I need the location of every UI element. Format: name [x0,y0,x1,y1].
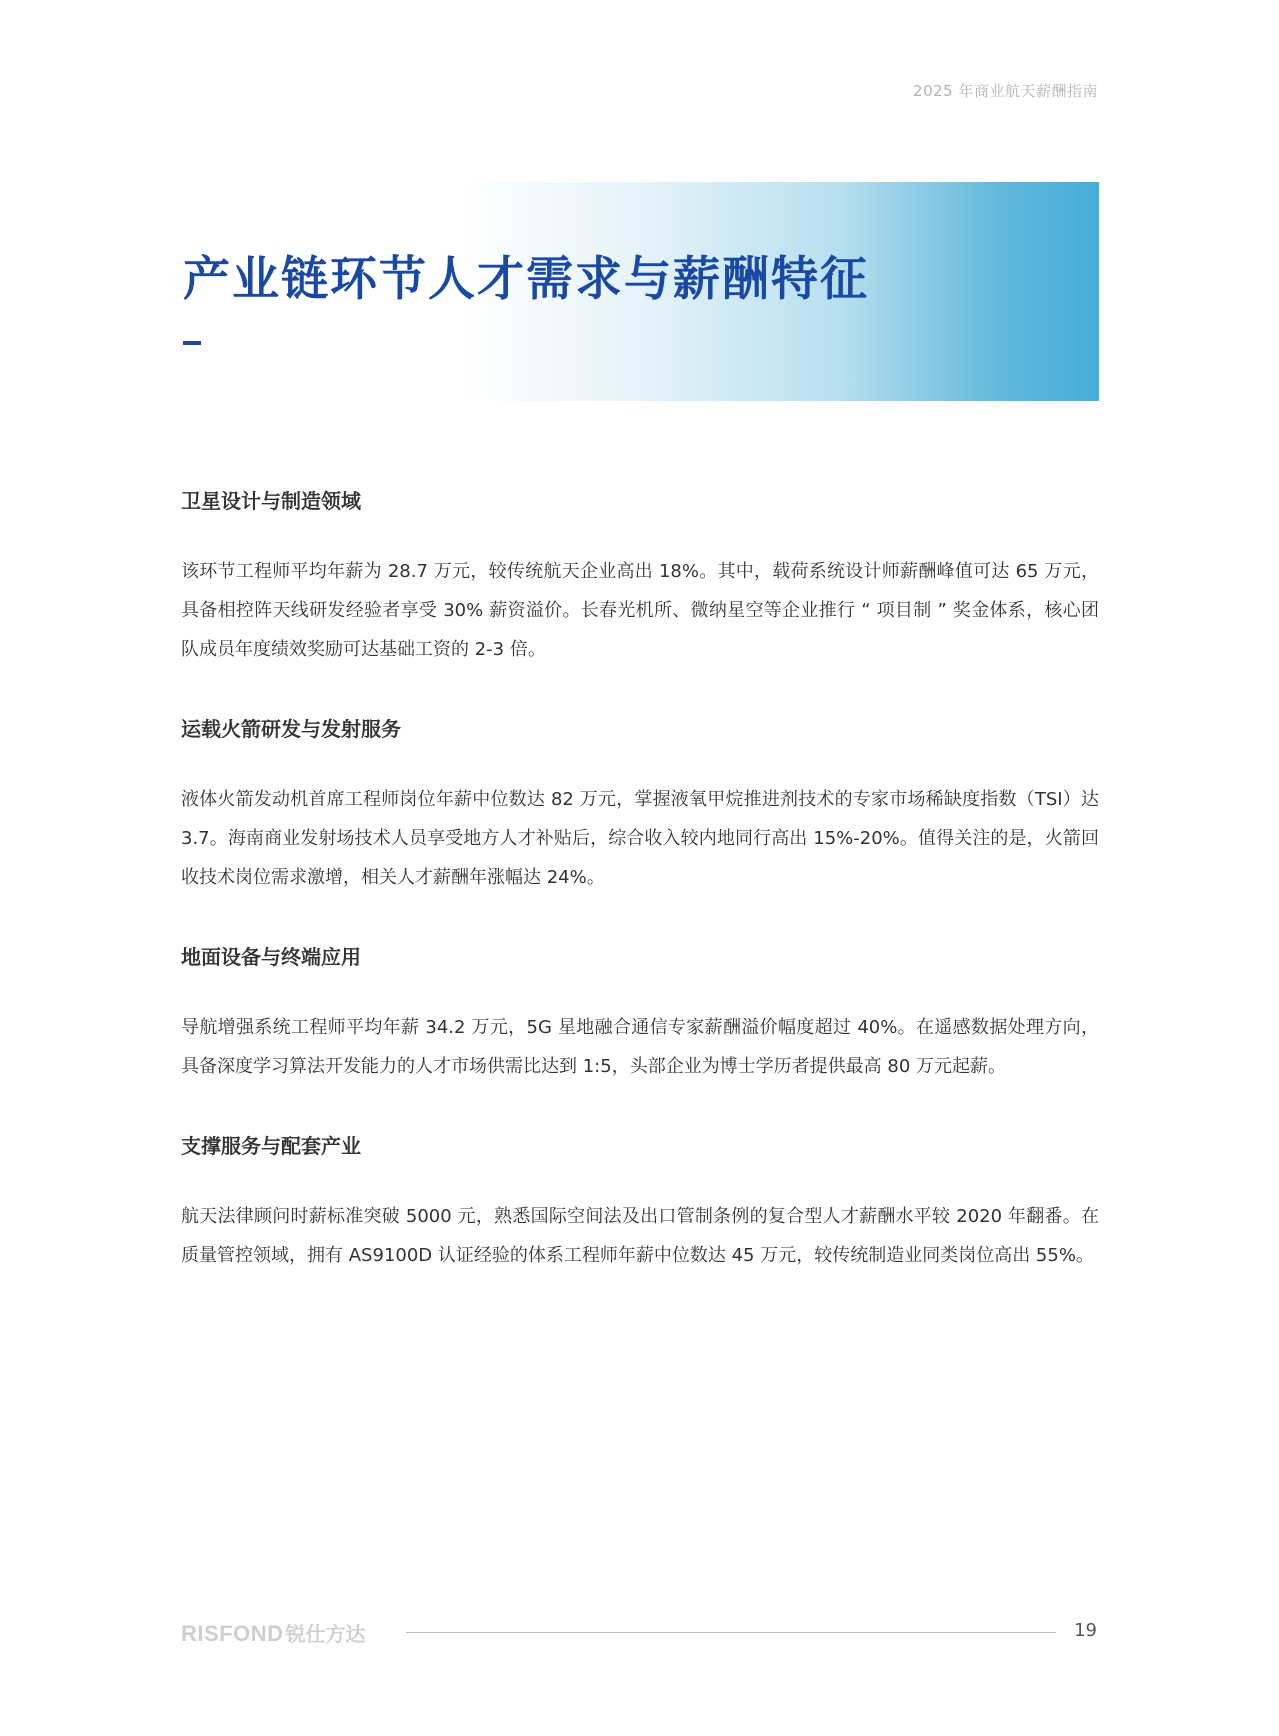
section-heading: 运载火箭研发与发射服务 [181,717,401,741]
section-body: 航天法律顾问时薪标准突破 5000 元，熟悉国际空间法及出口管制条例的复合型人才薪酬水平较 2020 年翻番。在质量管控领域，拥有 AS9100D 认证经验的体系工程师年薪中位数达 45 万元，较传统制造业同类岗位高出 55%。 [181,1206,1099,1266]
logo-text-en: RISFOND [181,1621,284,1646]
section-body: 该环节工程师平均年薪为 28.7 万元，较传统航天企业高出 18%。其中，载荷系统设计师薪酬峰值可达 65 万元，具备相控阵天线研发经验者享受 30% 薪资溢价。长春光机所、微纳星空等企业推行 “ 项目制 ” 奖金体系，核心团队成员年度绩效奖励可达基础工资的 2-3 倍。 [181,561,1099,660]
section-heading: 地面设备与终端应用 [181,945,361,969]
company-logo [181,1618,366,1647]
title-underline-dash [183,341,201,345]
footer-rule [406,1632,1056,1633]
section-body: 液体火箭发动机首席工程师岗位年薪中位数达 82 万元，掌握液氧甲烷推进剂技术的专家市场稀缺度指数（TSI）达 3.7。海南商业发射场技术人员享受地方人才补贴后，综合收入较内地同行高出 15%-20%。值得关注的是，火箭回收技术岗位需求激增，相关人才薪酬年涨幅达 24%。 [181,789,1099,888]
running-header: 2025 年商业航天薪酬指南 [913,82,1098,100]
section-satellite-design [181,486,1099,669]
section-heading: 卫星设计与制造领域 [181,489,361,513]
page-footer [181,1614,1099,1650]
section-ground-equipment [181,942,1099,1086]
title-banner [181,182,1099,401]
section-heading: 支撑服务与配套产业 [181,1134,361,1158]
page-number: 19 [1074,1620,1097,1641]
section-body: 导航增强系统工程师平均年薪 34.2 万元，5G 星地融合通信专家薪酬溢价幅度超过 40%。在遥感数据处理方向，具备深度学习算法开发能力的人才市场供需比达到 1:5，头部企业为博士学历者提供最高 80 万元起薪。 [181,1017,1099,1077]
logo-text-cn: 锐仕方达 [285,1624,366,1646]
section-support-services [181,1131,1099,1275]
section-launch-vehicle [181,714,1099,897]
page-title: 产业链环节人才需求与薪酬特征 [183,252,869,307]
